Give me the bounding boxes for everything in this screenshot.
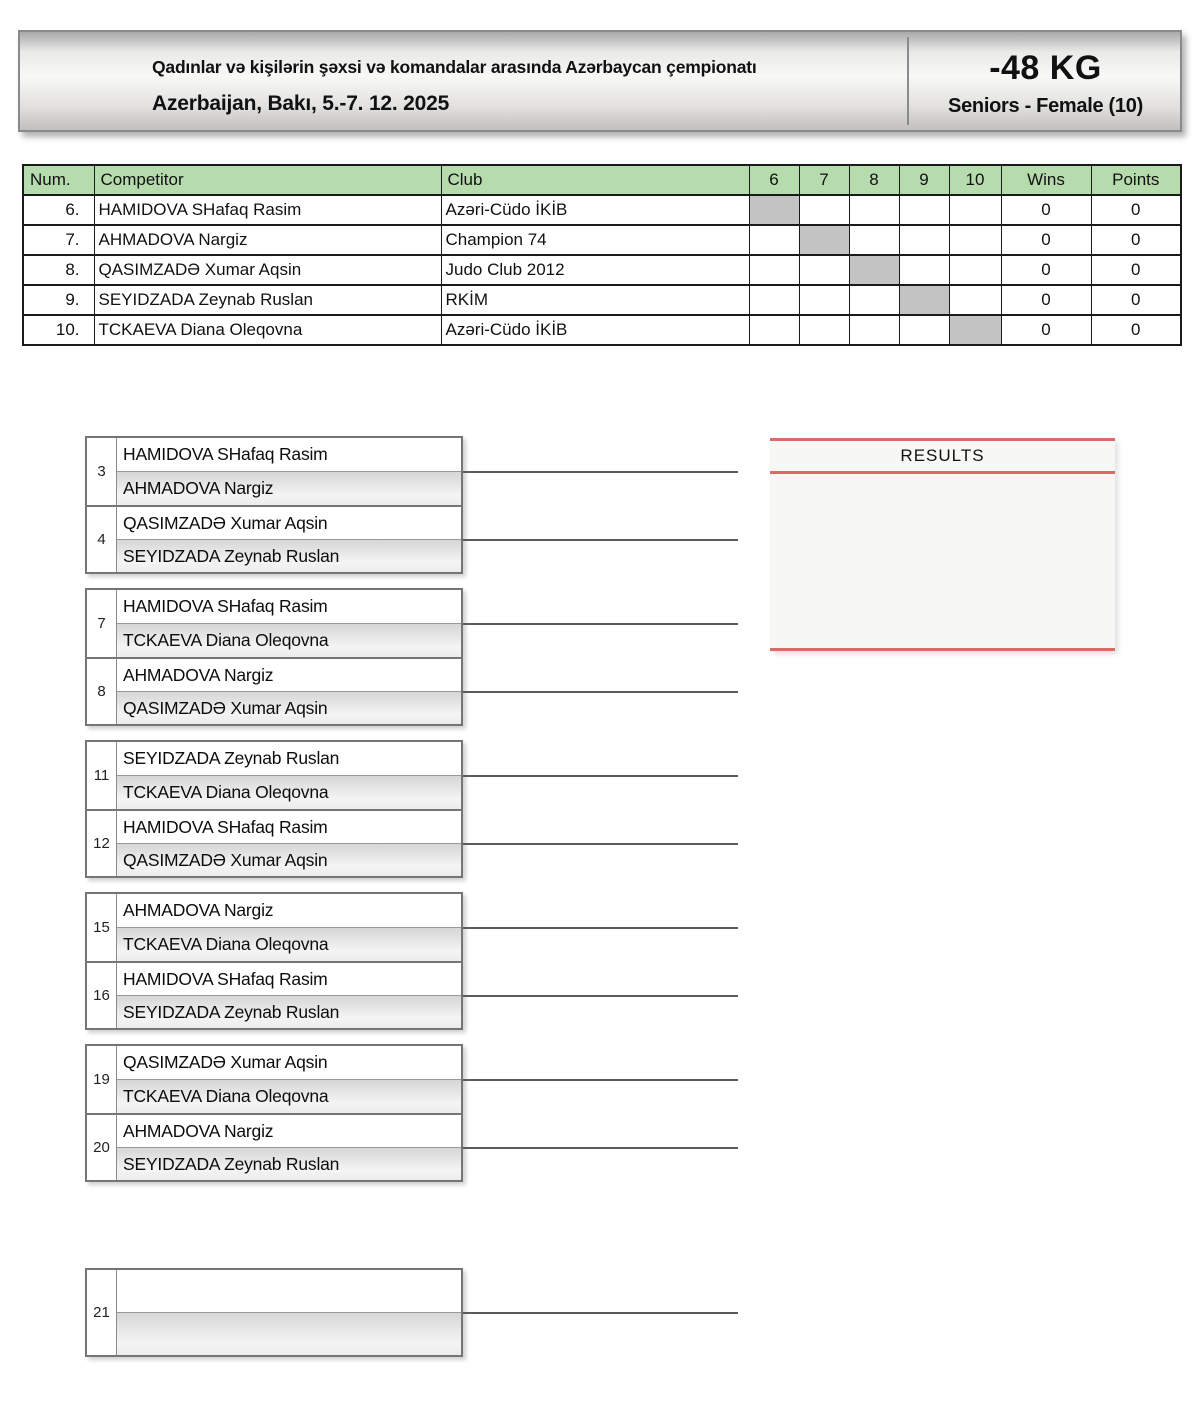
match-competitor-bottom: QASIMZADƏ Xumar Aqsin <box>117 844 461 876</box>
competitor-number: 7. <box>23 225 94 255</box>
match-grid-cell <box>799 285 849 315</box>
match-competitors <box>117 742 461 809</box>
results-body <box>770 474 1115 648</box>
wins-value: 0 <box>1001 195 1091 225</box>
winner-connector-line <box>463 1147 738 1149</box>
match-grid-cell <box>949 225 1001 255</box>
match-grid-cell <box>799 315 849 345</box>
match-competitor-top: QASIMZADƏ Xumar Aqsin <box>117 1046 461 1080</box>
competitor-number: 6. <box>23 195 94 225</box>
standings-header-row <box>23 165 1181 195</box>
bracket-match <box>87 1270 461 1355</box>
match-number: 21 <box>87 1270 117 1355</box>
bracket-group <box>85 436 463 574</box>
match-grid-cell <box>749 315 799 345</box>
standings-row <box>23 255 1181 285</box>
event-location-date: Azerbaijan, Bakı, 5.-7. 12. 2025 <box>152 92 450 115</box>
standings-row <box>23 195 1181 225</box>
match-grid-cell <box>849 225 899 255</box>
match-competitors <box>117 1046 461 1113</box>
self-match-cell <box>749 195 799 225</box>
match-grid-cell <box>749 255 799 285</box>
winner-connector-line <box>463 691 738 693</box>
winner-connector-line <box>463 775 738 777</box>
bracket-match <box>87 742 461 809</box>
competitor-name: QASIMZADƏ Xumar Aqsin <box>94 255 441 285</box>
column-header-club: Club <box>441 165 749 195</box>
standings-table <box>22 164 1182 346</box>
self-match-cell <box>799 225 849 255</box>
column-header-num: Num. <box>23 165 94 195</box>
bracket-match <box>87 1113 461 1180</box>
competitor-club: Champion 74 <box>441 225 749 255</box>
match-grid-cell <box>849 285 899 315</box>
match-competitor-top <box>117 1270 461 1313</box>
competitor-name: SEYIDZADA Zeynab Ruslan <box>94 285 441 315</box>
points-value: 0 <box>1091 225 1181 255</box>
match-grid-cell <box>799 195 849 225</box>
column-header-wins: Wins <box>1001 165 1091 195</box>
bracket-group <box>85 892 463 1030</box>
match-competitors <box>117 438 461 505</box>
competitor-number: 9. <box>23 285 94 315</box>
winner-connector-line <box>463 843 738 845</box>
winner-connector-line <box>463 995 738 997</box>
points-value: 0 <box>1091 285 1181 315</box>
competitor-name: AHMADOVA Nargiz <box>94 225 441 255</box>
wins-value: 0 <box>1001 225 1091 255</box>
match-competitors <box>117 963 461 1028</box>
points-value: 0 <box>1091 195 1181 225</box>
match-competitor-bottom <box>117 1313 461 1355</box>
match-number: 15 <box>87 894 117 961</box>
bracket-group <box>85 1268 463 1357</box>
match-number: 7 <box>87 590 117 657</box>
match-competitor-top: QASIMZADƏ Xumar Aqsin <box>117 507 461 540</box>
competitor-number: 10. <box>23 315 94 345</box>
bracket-group <box>85 740 463 878</box>
points-value: 0 <box>1091 315 1181 345</box>
column-header-9: 9 <box>899 165 949 195</box>
match-grid-cell <box>899 315 949 345</box>
header-left-block <box>152 32 902 130</box>
match-number: 20 <box>87 1115 117 1180</box>
match-competitors <box>117 894 461 961</box>
bracket-group <box>85 588 463 726</box>
column-header-6: 6 <box>749 165 799 195</box>
match-grid-cell <box>849 195 899 225</box>
match-competitor-bottom: AHMADOVA Nargiz <box>117 472 461 505</box>
column-header-7: 7 <box>799 165 849 195</box>
standings-row <box>23 225 1181 255</box>
self-match-cell <box>949 315 1001 345</box>
match-grid-cell <box>949 255 1001 285</box>
wins-value: 0 <box>1001 285 1091 315</box>
header-right-block <box>909 32 1182 130</box>
winner-connector-line <box>463 539 738 541</box>
match-grid-cell <box>899 225 949 255</box>
column-header-competitor: Competitor <box>94 165 441 195</box>
column-header-10: 10 <box>949 165 1001 195</box>
winner-connector-line <box>463 927 738 929</box>
competitor-club: Judo Club 2012 <box>441 255 749 285</box>
weight-category: -48 KG <box>989 49 1102 87</box>
match-competitor-bottom: QASIMZADƏ Xumar Aqsin <box>117 692 461 724</box>
match-competitor-top: SEYIDZADA Zeynab Ruslan <box>117 742 461 776</box>
match-grid-cell <box>749 225 799 255</box>
bracket-group <box>85 1044 463 1182</box>
competitor-name: HAMIDOVA SHafaq Rasim <box>94 195 441 225</box>
winner-connector-line <box>463 1079 738 1081</box>
match-grid-cell <box>949 285 1001 315</box>
column-header-points: Points <box>1091 165 1181 195</box>
standings-row <box>23 315 1181 345</box>
match-competitor-top: HAMIDOVA SHafaq Rasim <box>117 963 461 996</box>
results-panel <box>770 438 1115 651</box>
self-match-cell <box>849 255 899 285</box>
match-competitor-bottom: TCKAEVA Diana Oleqovna <box>117 1080 461 1113</box>
match-competitors <box>117 659 461 724</box>
match-grid-cell <box>949 195 1001 225</box>
match-grid-cell <box>749 285 799 315</box>
competitor-club: Azəri-Cüdo İKİB <box>441 195 749 225</box>
wins-value: 0 <box>1001 315 1091 345</box>
bracket-match <box>87 894 461 961</box>
match-competitor-bottom: SEYIDZADA Zeynab Ruslan <box>117 540 461 572</box>
competitor-number: 8. <box>23 255 94 285</box>
match-competitor-top: AHMADOVA Nargiz <box>117 894 461 928</box>
match-competitors <box>117 1270 461 1355</box>
bracket-match <box>87 657 461 724</box>
match-competitors <box>117 507 461 572</box>
winner-connector-line <box>463 1312 738 1314</box>
winner-connector-line <box>463 623 738 625</box>
match-number: 8 <box>87 659 117 724</box>
match-competitor-bottom: SEYIDZADA Zeynab Ruslan <box>117 996 461 1028</box>
match-grid-cell <box>899 195 949 225</box>
bracket-match <box>87 1046 461 1113</box>
self-match-cell <box>899 285 949 315</box>
match-grid-cell <box>899 255 949 285</box>
competitor-name: TCKAEVA Diana Oleqovna <box>94 315 441 345</box>
match-competitor-bottom: SEYIDZADA Zeynab Ruslan <box>117 1148 461 1180</box>
championship-title: Qadınlar və kişilərin şəxsi və komandalar arasında Azərbaycan çempionatı <box>152 57 757 77</box>
competitor-club: RKİM <box>441 285 749 315</box>
points-value: 0 <box>1091 255 1181 285</box>
match-competitor-top: HAMIDOVA SHafaq Rasim <box>117 590 461 624</box>
match-number: 19 <box>87 1046 117 1113</box>
match-number: 4 <box>87 507 117 572</box>
match-competitor-top: HAMIDOVA SHafaq Rasim <box>117 438 461 472</box>
match-competitors <box>117 1115 461 1180</box>
match-number: 16 <box>87 963 117 1028</box>
results-bottom-rule <box>770 648 1115 651</box>
bracket-match <box>87 438 461 505</box>
match-competitor-bottom: TCKAEVA Diana Oleqovna <box>117 624 461 657</box>
bracket-match <box>87 809 461 876</box>
bracket-match <box>87 961 461 1028</box>
match-competitor-top: AHMADOVA Nargiz <box>117 1115 461 1148</box>
match-number: 3 <box>87 438 117 505</box>
match-grid-cell <box>849 315 899 345</box>
match-grid-cell <box>799 255 849 285</box>
column-header-8: 8 <box>849 165 899 195</box>
header-band <box>18 30 1182 132</box>
winner-connector-line <box>463 471 738 473</box>
match-competitors <box>117 811 461 876</box>
match-competitor-bottom: TCKAEVA Diana Oleqovna <box>117 776 461 809</box>
match-competitor-top: AHMADOVA Nargiz <box>117 659 461 692</box>
wins-value: 0 <box>1001 255 1091 285</box>
results-title: RESULTS <box>900 446 985 465</box>
match-competitor-bottom: TCKAEVA Diana Oleqovna <box>117 928 461 961</box>
match-number: 12 <box>87 811 117 876</box>
bracket-match <box>87 590 461 657</box>
match-competitors <box>117 590 461 657</box>
division-label: Seniors - Female (10) <box>948 95 1143 117</box>
bracket-match <box>87 505 461 572</box>
match-number: 11 <box>87 742 117 809</box>
match-competitor-top: HAMIDOVA SHafaq Rasim <box>117 811 461 844</box>
standings-row <box>23 285 1181 315</box>
competitor-club: Azəri-Cüdo İKİB <box>441 315 749 345</box>
